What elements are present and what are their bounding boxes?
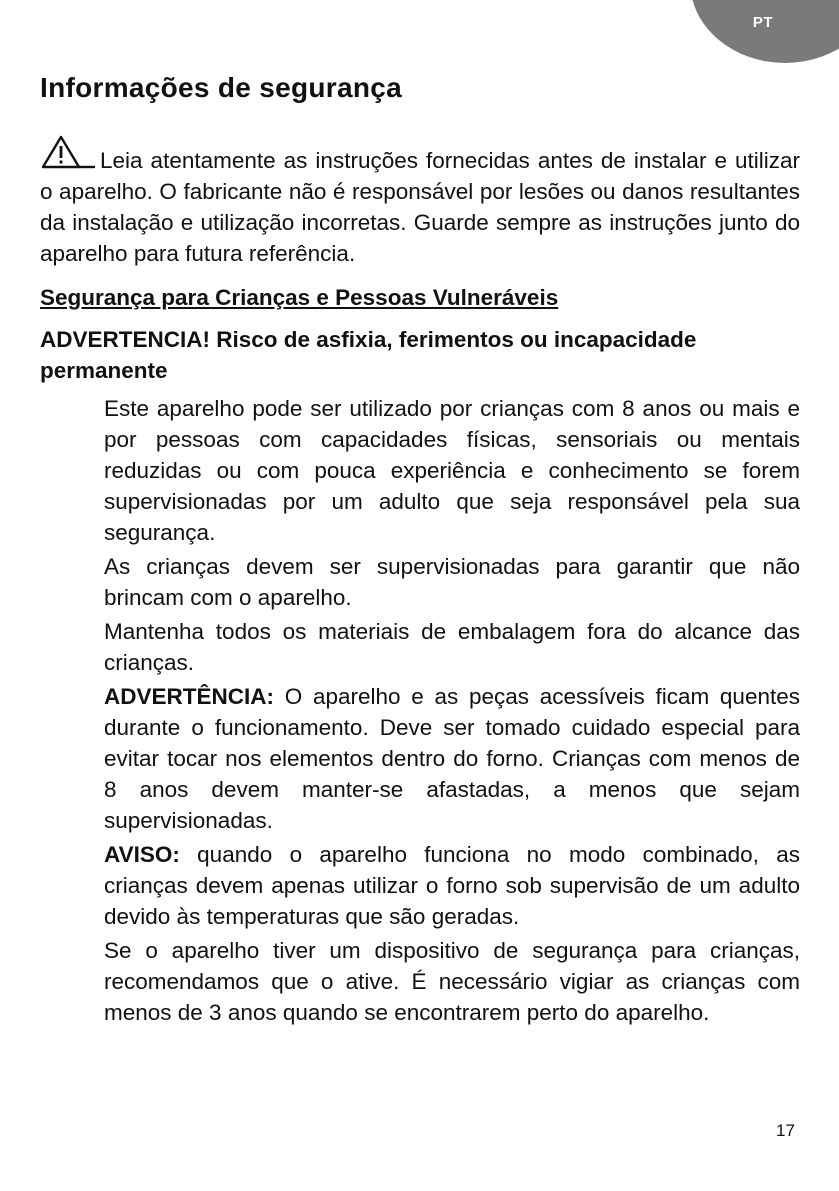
page-number: 17 [776,1121,795,1140]
paragraph-lead: AVISO: [104,842,180,867]
paragraph [104,616,800,678]
paragraph-text: O aparelho e as peças acessíveis ficam quentes durante o funcionamento. Deve ser tomado cuidado especial para evitar tocar nos elementos dentro do forno. Crianças com menos de 8 anos devem manter-se afastadas, a menos que sejam supervisionadas. [104,684,800,833]
paragraph [104,551,800,613]
paragraph-text: Este aparelho pode ser utilizado por crianças com 8 anos ou mais e por pessoas com capacidades físicas, sensoriais ou mentais reduzidas ou com pouca experiência e conhecimento se forem supervisionadas por um adulto que seja responsável pela sua segurança. [104,396,800,545]
warning-heading: ADVERTENCIA! Risco de asfixia, ferimentos ou incapacidade permanente [40,327,697,383]
paragraph-text: Mantenha todos os materiais de embalagem fora do alcance das crianças. [104,619,800,675]
paragraph-list [104,393,800,1031]
section-heading: Segurança para Crianças e Pessoas Vulneráveis [40,285,559,310]
paragraph-text: Se o aparelho tiver um dispositivo de segurança para crianças, recomendamos que o ative. É necessário vigiar as crianças com menos de 3 anos quando se encontrarem perto do aparelho. [104,938,800,1025]
paragraph [104,839,800,932]
warning-triangle-icon [40,134,96,172]
intro-text: Leia atentamente as instruções fornecidas antes de instalar e utilizar o aparelho. O fabricante não é responsável por lesões ou danos resultantes da instalação e utilização incorretas. Guarde sempre as instruções junto do aparelho para futura referência. [40,148,800,266]
page-title: Informações de segurança [40,72,402,103]
language-label: PT [752,14,774,31]
paragraph-text: As crianças devem ser supervisionadas para garantir que não brincam com o aparelho. [104,554,800,610]
paragraph-text: quando o aparelho funciona no modo combinado, as crianças devem apenas utilizar o forno sob supervisão de um adulto devido às temperaturas que são geradas. [104,842,800,929]
paragraph [104,393,800,548]
paragraph [104,935,800,1028]
paragraph-lead: ADVERTÊNCIA: [104,684,275,709]
paragraph [104,681,800,836]
language-tab [690,0,839,63]
intro-paragraph [40,134,800,269]
